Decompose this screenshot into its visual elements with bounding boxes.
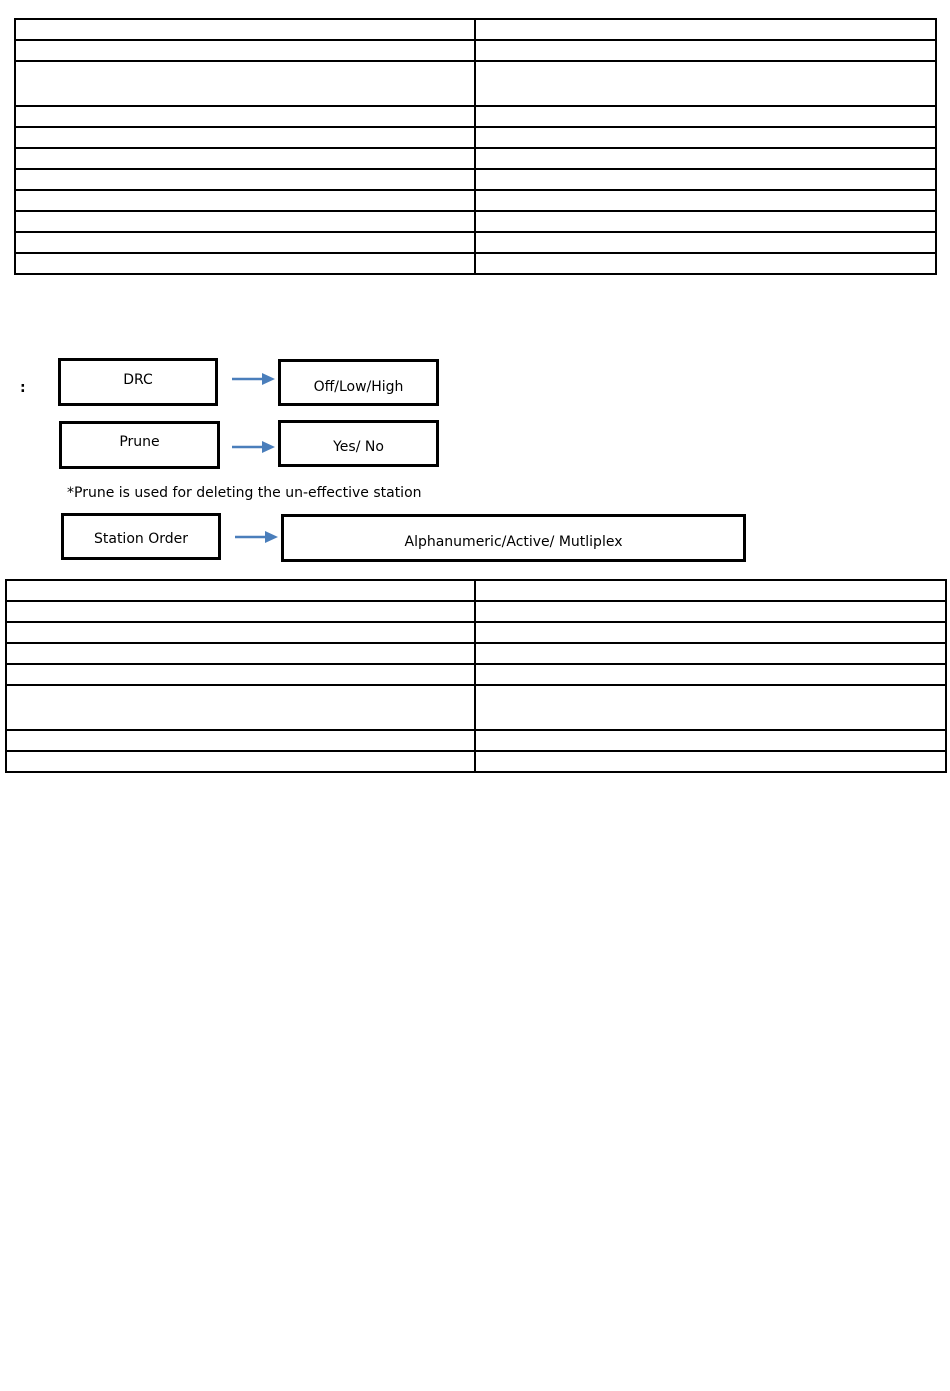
- station-order-options-box: [281, 514, 746, 562]
- table-cell-left: [15, 232, 475, 253]
- table-cell-right: [475, 211, 936, 232]
- table-cell-left: [6, 601, 475, 622]
- prune-options: Yes/ No: [333, 438, 384, 455]
- table-row: [6, 622, 946, 643]
- table-cell-right: [475, 622, 946, 643]
- top-table-body: [15, 19, 936, 274]
- table-row: [6, 601, 946, 622]
- table-cell-left: [6, 580, 475, 601]
- table-row: [6, 730, 946, 751]
- table-row: [15, 232, 936, 253]
- table-row: [15, 169, 936, 190]
- prune-label: Prune: [119, 434, 160, 450]
- table-cell-right: [475, 580, 946, 601]
- table-cell-right: [475, 751, 946, 772]
- table-cell-right: [475, 61, 936, 106]
- table-row: [15, 253, 936, 274]
- table-cell-right: [475, 169, 936, 190]
- table-cell-left: [15, 148, 475, 169]
- top-table: [14, 18, 937, 275]
- table-row: [6, 643, 946, 664]
- drc-label: DRC: [123, 372, 153, 388]
- table-cell-left: [15, 19, 475, 40]
- table-row: [15, 190, 936, 211]
- drc-options-box: [278, 359, 439, 406]
- table-row: [15, 40, 936, 61]
- table-cell-right: [475, 190, 936, 211]
- drc-options: Off/Low/High: [313, 378, 404, 395]
- table-cell-left: [15, 169, 475, 190]
- table-cell-right: [475, 253, 936, 274]
- station-order-arrow-icon: [233, 530, 281, 544]
- table-row: [6, 685, 946, 730]
- bottom-table: [5, 579, 947, 773]
- table-cell-right: [475, 19, 936, 40]
- colon-label: :: [20, 380, 26, 396]
- table-cell-right: [475, 127, 936, 148]
- table-row: [15, 61, 936, 106]
- table-cell-right: [475, 106, 936, 127]
- table-cell-right: [475, 40, 936, 61]
- table-cell-left: [15, 61, 475, 106]
- table-cell-left: [15, 40, 475, 61]
- table-cell-right: [475, 730, 946, 751]
- station-order-label: Station Order: [93, 530, 188, 547]
- table-cell-left: [6, 664, 475, 685]
- table-cell-left: [15, 253, 475, 274]
- table-cell-left: [15, 211, 475, 232]
- prune-label-box: [59, 421, 220, 469]
- bottom-table-body: [6, 580, 946, 772]
- table-row: [15, 127, 936, 148]
- table-cell-right: [475, 601, 946, 622]
- prune-arrow-icon: [230, 440, 278, 454]
- table-cell-left: [15, 106, 475, 127]
- table-row: [15, 106, 936, 127]
- table-cell-left: [15, 127, 475, 148]
- table-cell-left: [6, 622, 475, 643]
- table-row: [15, 211, 936, 232]
- station-order-label-box: [61, 513, 221, 560]
- drc-arrow-icon: [230, 372, 278, 386]
- table-row: [6, 751, 946, 772]
- drc-label-box: [58, 358, 218, 406]
- prune-note: *Prune is used for deleting the un-effective station: [67, 485, 422, 501]
- table-cell-right: [475, 664, 946, 685]
- table-row: [15, 148, 936, 169]
- table-cell-right: [475, 232, 936, 253]
- table-cell-left: [6, 643, 475, 664]
- table-cell-left: [15, 190, 475, 211]
- table-cell-left: [6, 730, 475, 751]
- table-cell-right: [475, 685, 946, 730]
- table-row: [15, 19, 936, 40]
- prune-options-box: [278, 420, 439, 467]
- table-cell-right: [475, 148, 936, 169]
- table-row: [6, 580, 946, 601]
- station-order-options: Alphanumeric/Active/ Mutliplex: [404, 534, 623, 550]
- table-cell-left: [6, 751, 475, 772]
- table-row: [6, 664, 946, 685]
- table-cell-left: [6, 685, 475, 730]
- table-cell-right: [475, 643, 946, 664]
